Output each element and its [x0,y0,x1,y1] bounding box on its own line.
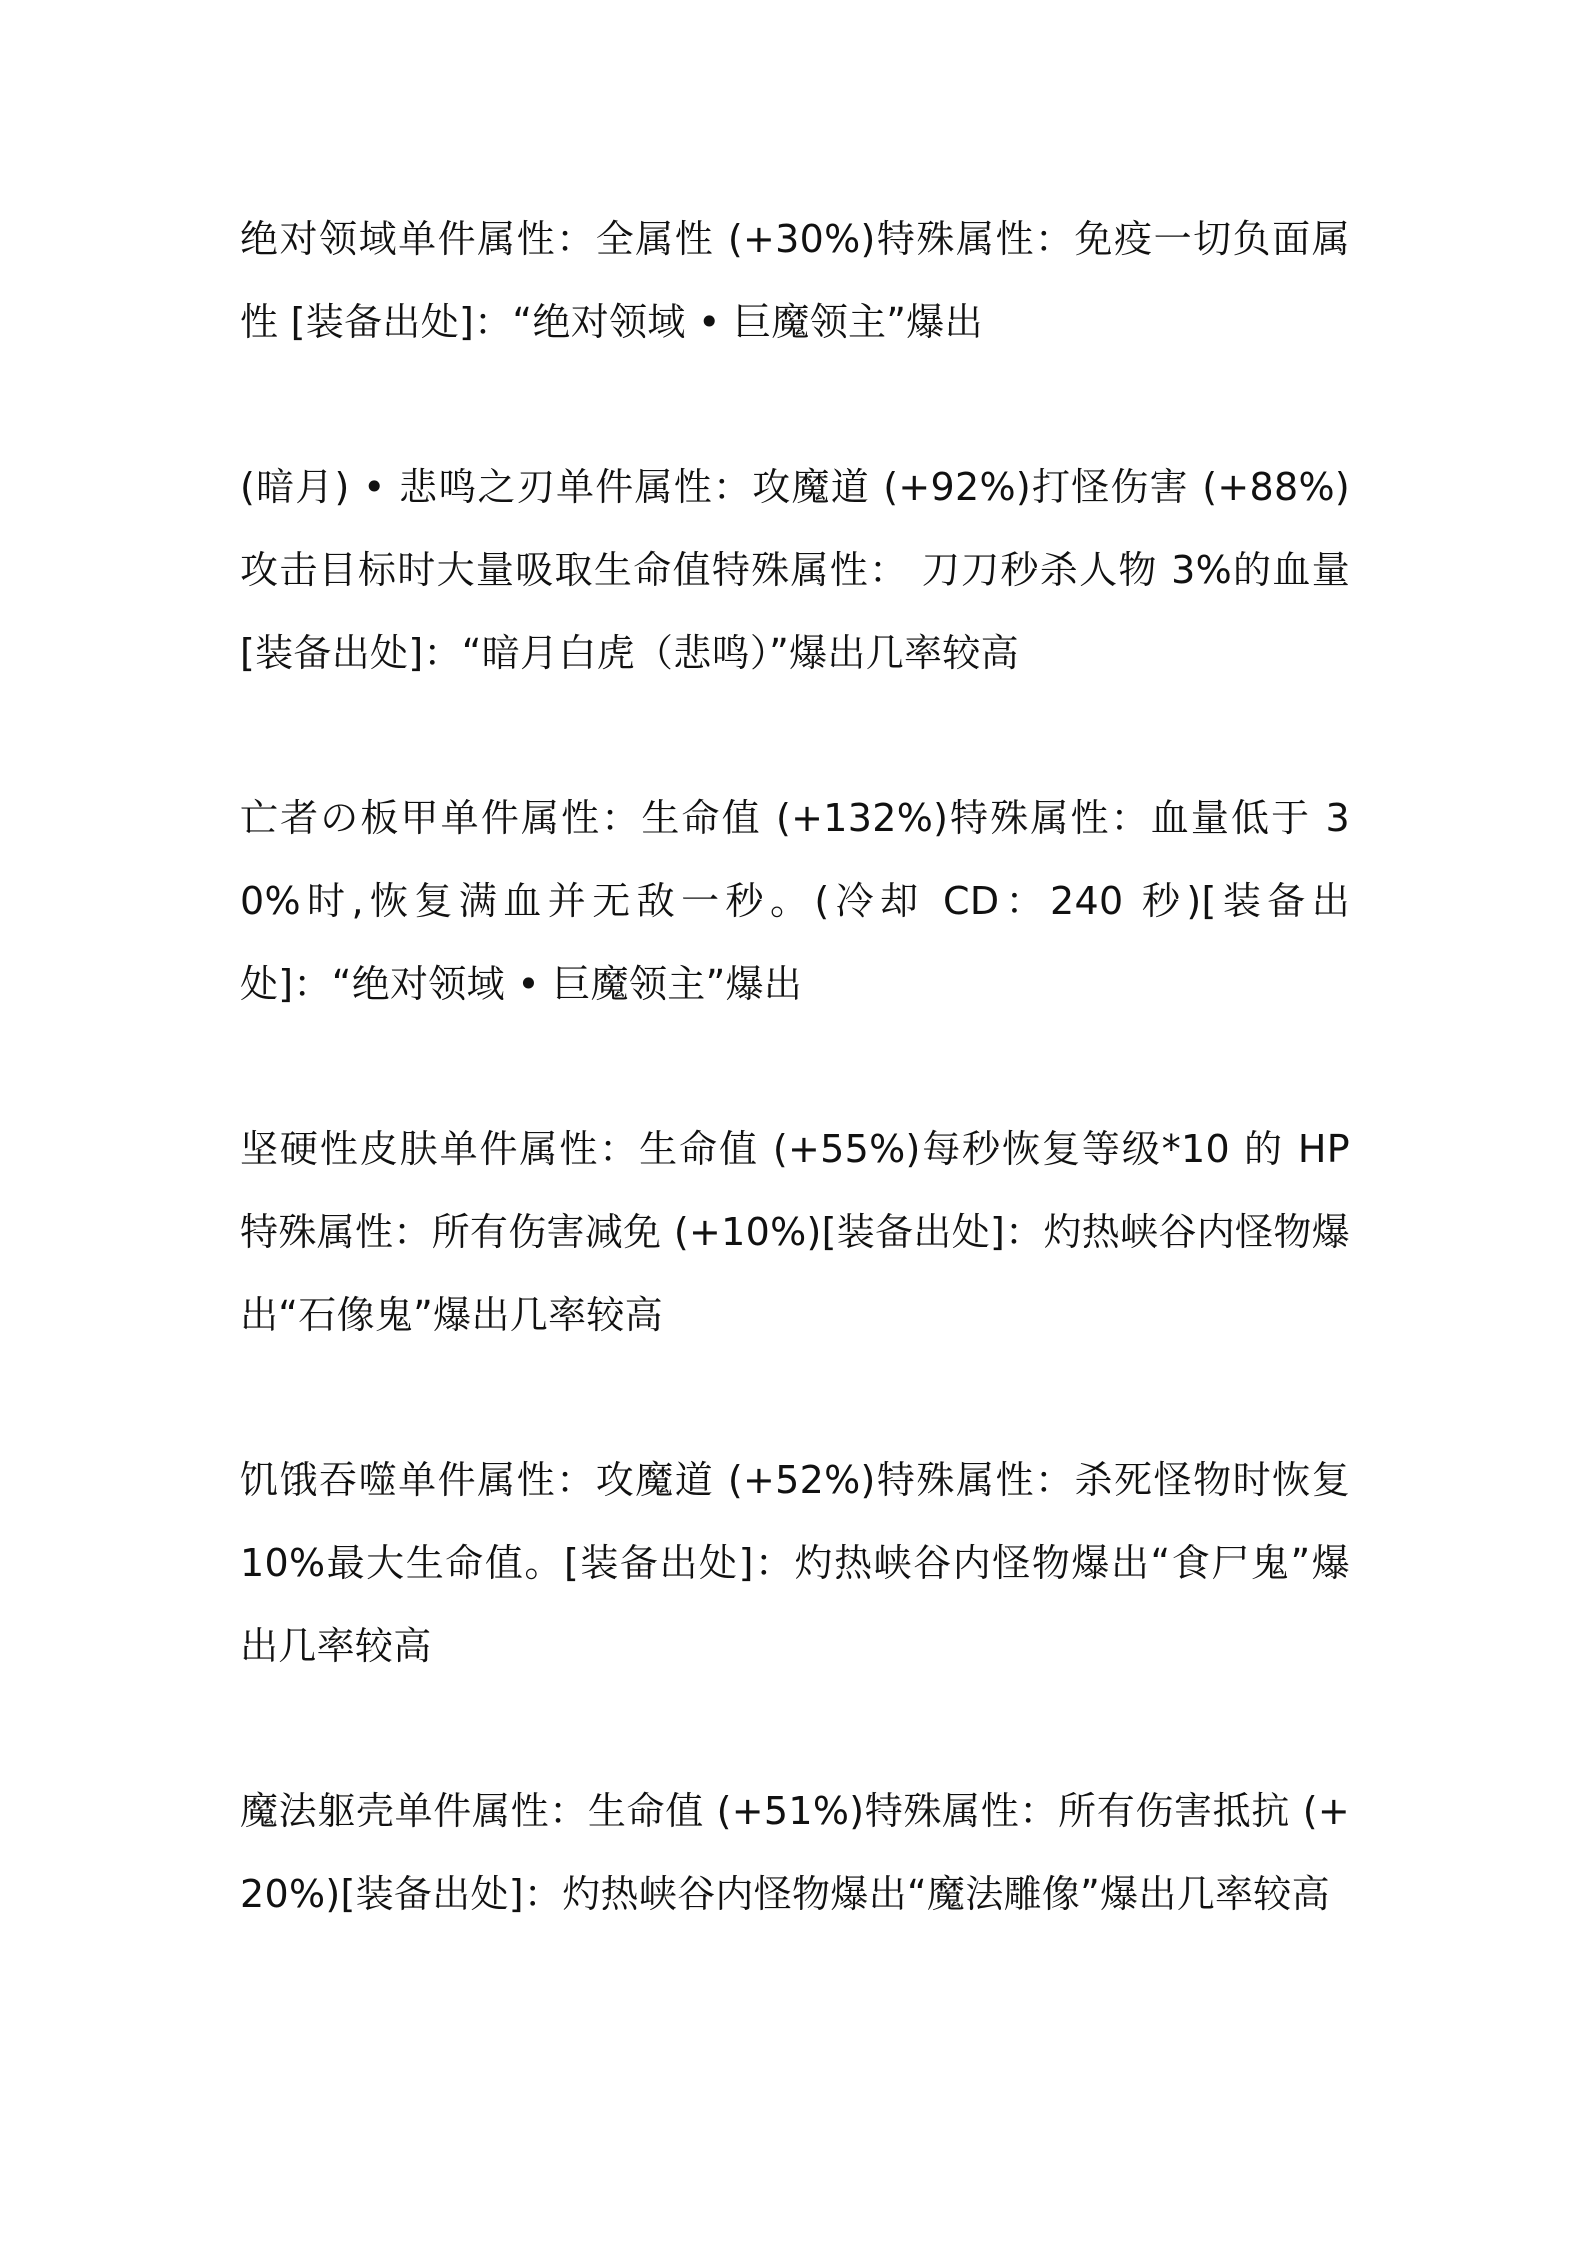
document-body [240,198,1350,2018]
item-entry-hardened-skin: 坚硬性皮肤单件属性：生命值 (+55%)每秒恢复等级*10 的 HP 特殊属性：所有伤害减免 (+10%)[装备出处]：灼热峡谷内怪物爆出“石像鬼”爆出几率较高 [240,1127,1350,1337]
item-entry-wailing-blade: (暗月) • 悲鸣之刃单件属性：攻魔道 (+92%)打怪伤害 (+88%)攻击目标时大量吸取生命值特殊属性： 刀刀秒杀人物 3%的血量[装备出处]：“暗月白虎（悲鸣）”爆出几率较高 [240,465,1350,675]
item-entry-dead-plate-armor: 亡者の板甲单件属性：生命值 (+132%)特殊属性：血量低于 30%时,恢复满血并无敌一秒。(冷却 CD：240 秒)[装备出处]：“绝对领域 • 巨魔领主”爆出 [240,796,1350,1006]
item-entry-hungry-devour: 饥饿吞噬单件属性：攻魔道 (+52%)特殊属性：杀死怪物时恢复 10%最大生命值。[装备出处]：灼热峡谷内怪物爆出“食尸鬼”爆出几率较高 [240,1458,1350,1668]
item-entry-magic-shell: 魔法躯壳单件属性：生命值 (+51%)特殊属性：所有伤害抵抗 (+20%)[装备出处]：灼热峡谷内怪物爆出“魔法雕像”爆出几率较高 [240,1789,1350,1916]
item-entry-absolute-domain: 绝对领域单件属性：全属性 (+30%)特殊属性：免疫一切负面属性 [装备出处]：“绝对领域 • 巨魔领主”爆出 [240,217,1350,344]
